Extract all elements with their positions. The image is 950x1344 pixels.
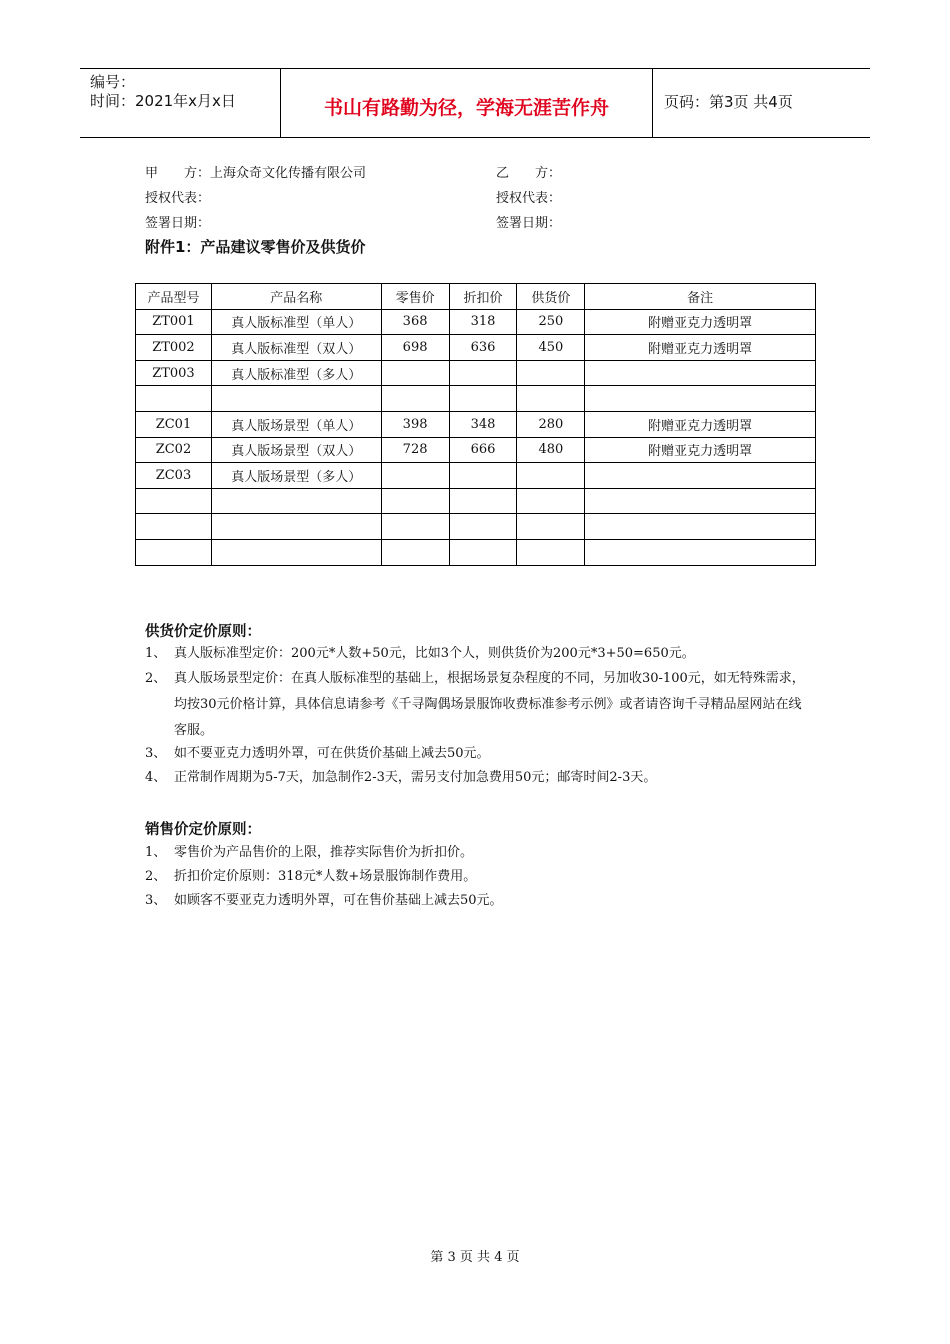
cell-supply	[517, 386, 585, 412]
col-header-note: 备注	[585, 284, 816, 310]
cell-discount	[449, 360, 517, 386]
cell-name	[211, 488, 381, 514]
table-row	[136, 488, 816, 514]
cell-discount	[449, 488, 517, 514]
cell-supply: 450	[517, 335, 585, 361]
party-b: 乙 方：	[496, 166, 562, 181]
cell-note: 附赠亚克力透明罩	[585, 411, 816, 437]
date-b: 签署日期：	[496, 216, 562, 231]
cell-retail	[381, 539, 449, 565]
header-meta	[80, 69, 281, 137]
item-text: 折扣价定价原则：318元*人数+场景服饰制作费用。	[174, 869, 477, 884]
item-number: 1、	[145, 646, 167, 661]
cell-model	[136, 514, 212, 540]
col-header-name: 产品名称	[211, 284, 381, 310]
cell-name	[211, 514, 381, 540]
cell-model	[136, 488, 212, 514]
page-header	[80, 68, 870, 138]
cell-model: ZC03	[136, 463, 212, 489]
table-row	[136, 514, 816, 540]
list-item	[145, 741, 810, 767]
sales-principles-title: 销售价定价原则：	[145, 822, 261, 838]
cell-name: 真人版标准型（双人）	[211, 335, 381, 361]
cell-note	[585, 539, 816, 565]
cell-retail	[381, 463, 449, 489]
item-number: 4、	[145, 770, 167, 785]
code-label: 编号：	[90, 73, 136, 91]
list-item	[145, 840, 810, 866]
cell-discount: 666	[449, 437, 517, 463]
cell-model	[136, 386, 212, 412]
cell-discount: 636	[449, 335, 517, 361]
cell-model: ZC01	[136, 411, 212, 437]
product-price-table	[135, 283, 816, 566]
cell-supply	[517, 539, 585, 565]
table-row	[136, 386, 816, 412]
cell-supply	[517, 514, 585, 540]
cell-model	[136, 539, 212, 565]
cell-discount	[449, 514, 517, 540]
rep-b: 授权代表：	[496, 191, 562, 206]
col-header-supply: 供货价	[517, 284, 585, 310]
cell-supply	[517, 463, 585, 489]
cell-discount: 318	[449, 309, 517, 335]
cell-name	[211, 539, 381, 565]
cell-supply	[517, 488, 585, 514]
cell-note	[585, 360, 816, 386]
cell-note	[585, 514, 816, 540]
list-item	[145, 765, 810, 791]
date-a: 签署日期：	[145, 216, 211, 231]
item-number: 2、	[145, 671, 167, 686]
cell-retail: 728	[381, 437, 449, 463]
cell-model: ZT003	[136, 360, 212, 386]
cell-discount	[449, 386, 517, 412]
list-item	[145, 888, 810, 914]
page-footer: 第 3 页 共 4 页	[430, 1250, 520, 1265]
item-text: 正常制作周期为5-7天，加急制作2-3天，需另支付加急费用50元；邮寄时间2-3天。	[174, 770, 657, 785]
list-item	[145, 641, 810, 667]
table-row	[136, 411, 816, 437]
item-text: 如不要亚克力透明外罩，可在供货价基础上减去50元。	[174, 746, 490, 761]
cell-retail: 398	[381, 411, 449, 437]
table-row	[136, 309, 816, 335]
cell-note	[585, 386, 816, 412]
table-row	[136, 463, 816, 489]
time-label: 时间：2021年x月x日	[90, 92, 236, 110]
table-header-row	[136, 284, 816, 310]
cell-retail	[381, 386, 449, 412]
cell-note: 附赠亚克力透明罩	[585, 335, 816, 361]
table-row	[136, 437, 816, 463]
cell-supply: 280	[517, 411, 585, 437]
header-motto: 书山有路勤为径，学海无涯苦作舟	[281, 69, 653, 137]
cell-note: 附赠亚克力透明罩	[585, 437, 816, 463]
cell-name: 真人版标准型（多人）	[211, 360, 381, 386]
cell-name: 真人版场景型（单人）	[211, 411, 381, 437]
table-row	[136, 360, 816, 386]
cell-note: 附赠亚克力透明罩	[585, 309, 816, 335]
list-item	[145, 666, 810, 744]
cell-retail	[381, 514, 449, 540]
cell-name: 真人版场景型（多人）	[211, 463, 381, 489]
cell-retail	[381, 488, 449, 514]
rep-a: 授权代表：	[145, 191, 211, 206]
item-number: 3、	[145, 746, 167, 761]
cell-name: 真人版场景型（双人）	[211, 437, 381, 463]
supply-principles-title: 供货价定价原则：	[145, 624, 261, 640]
col-header-discount: 折扣价	[449, 284, 517, 310]
cell-model: ZT001	[136, 309, 212, 335]
header-page-info: 页码：第3页 共4页	[664, 93, 793, 111]
item-text: 真人版场景型定价：在真人版标准型的基础上，根据场景复杂程度的不同，另加收30-100元，如无特殊需求，均按30元价格计算，具体信息请参考《千寻陶偶场景服饰收费标准参考示例》或者请咨询千寻精品屋网站在线客服。	[174, 671, 805, 738]
item-text: 如顾客不要亚克力透明外罩，可在售价基础上减去50元。	[174, 893, 503, 908]
item-number: 2、	[145, 869, 167, 884]
cell-note	[585, 488, 816, 514]
item-number: 1、	[145, 845, 167, 860]
cell-discount	[449, 539, 517, 565]
cell-name	[211, 386, 381, 412]
col-header-retail: 零售价	[381, 284, 449, 310]
cell-supply: 480	[517, 437, 585, 463]
cell-retail	[381, 360, 449, 386]
cell-discount: 348	[449, 411, 517, 437]
item-number: 3、	[145, 893, 167, 908]
cell-model: ZT002	[136, 335, 212, 361]
table-row	[136, 539, 816, 565]
col-header-model: 产品型号	[136, 284, 212, 310]
cell-model: ZC02	[136, 437, 212, 463]
item-text: 真人版标准型定价：200元*人数+50元，比如3个人，则供货价为200元*3+50=650元。	[174, 646, 695, 661]
cell-supply: 250	[517, 309, 585, 335]
cell-retail: 698	[381, 335, 449, 361]
item-text: 零售价为产品售价的上限，推荐实际售价为折扣价。	[174, 845, 474, 860]
party-a: 甲 方：上海众奇文化传播有限公司	[145, 166, 367, 181]
annex-title: 附件1：产品建议零售价及供货价	[145, 238, 366, 256]
cell-note	[585, 463, 816, 489]
cell-discount	[449, 463, 517, 489]
cell-retail: 368	[381, 309, 449, 335]
list-item	[145, 864, 810, 890]
table-row	[136, 335, 816, 361]
cell-name: 真人版标准型（单人）	[211, 309, 381, 335]
cell-supply	[517, 360, 585, 386]
